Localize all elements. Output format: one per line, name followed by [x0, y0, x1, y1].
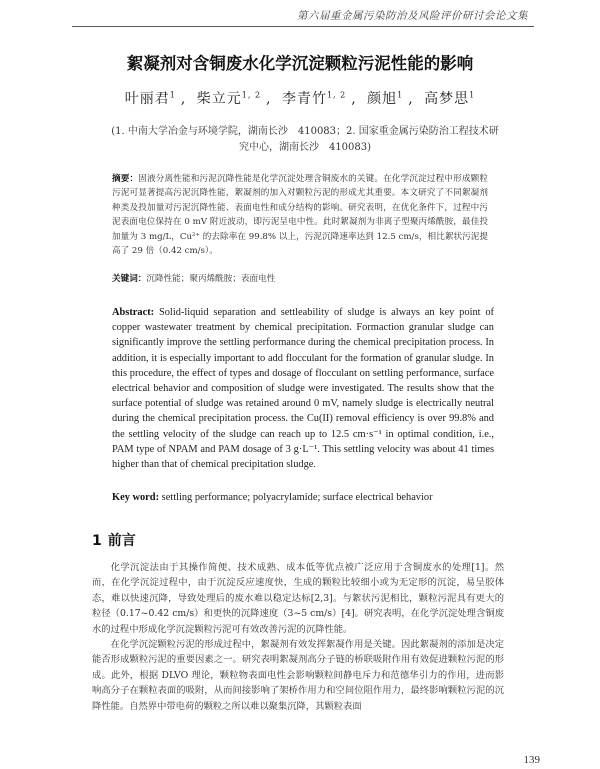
abstract-english-text: Solid-liquid separation and settleability of sludge is always an key point of copper wastewater treatment by chemical precipitation. Formaction granular sludge can significantly improve the settling performance during the chemical precipitation process. In addition, it is especially important to add flocculant for the formation of granular sludge. In this procedure, the effect of types and dosage of flocculant on settling performance, surface electrical behavior and composition of sludge were investigated. The results show that the surface potential of sludge was retained around 0 mV, namely sludge is electrically neutral during the chemical precipitation process. the Cu(II) removal efficiency is over 99.8% and the settling velocity of the sludge can reach up to 12.5 cm·s⁻¹ in optimal condition, i.e., PAM type of NPAM and PAM dosage of 3 g·L⁻¹. This settling velocity was about 41 times higher than that of chemical precipitation sludge. [112, 307, 494, 471]
page-number: 139 [523, 754, 540, 766]
body-paragraph: 在化学沉淀颗粒污泥的形成过程中，絮凝剂有效发挥絮凝作用是关键。因此絮凝剂的添加是决定能否形成颗粒污泥的重要因素之一。研究表明絮凝剂高分子链的桥联吸附作用有效促进颗粒污泥的形成。此外，根据 DLVO 理论，颗粒物表面电性会影响颗粒间静电斥力和范德华引力的作用，进而影响高分子在颗粒表面的吸附，从而间接影响了架桥作用力和空间位阻作用力，最终影响颗粒污泥的沉降性能。自然界中带电荷的颗粒之所以难以聚集沉降，其颗粒表面 [92, 639, 504, 712]
running-header: 第六届重金属污染防治及风险评价研讨会论文集 [297, 10, 528, 22]
paper-title: 絮凝剂对含铜废水化学沉淀颗粒污泥性能的影响 [126, 54, 474, 73]
section-heading [92, 530, 136, 550]
author: 李青竹$^{1, 2}$ [281, 90, 347, 107]
header-rule [72, 26, 534, 27]
abstract-chinese [112, 172, 488, 258]
author: 叶丽君$^1$ [124, 90, 176, 107]
keywords-english-text: settling performance; polyacrylamide; surface electrical behavior [161, 492, 433, 503]
author: 高梦思$^1$ [424, 90, 476, 107]
section-title: 前言 [107, 533, 136, 549]
body-paragraph: 化学沉淀法由于其操作简便、技术成熟、成本低等优点被广泛应用于含铜废水的处理[1]。然而，在化学沉淀过程中，由于沉淀反应速度快，生成的颗粒比较细小或为无定形的沉淀，易呈胶体态，难以快速沉降，导致处理后的废水难以稳定达标[2,3]。与絮状污泥相比，颗粒污泥具有更大的粒径（0.17~0.42 cm/s）和更快的沉降速度（3~5 cm/s）[4]。研究表明，在化学沉淀处理含铜废水的过程中形成化学沉淀颗粒污泥可有效改善污泥的沉降性能。 [92, 562, 504, 635]
author: 柴立元$^{1, 2}$ [196, 90, 262, 107]
abstract-chinese-label: 摘要： [112, 174, 139, 184]
abstract-chinese-text: 固液分离性能和污泥沉降性能是化学沉淀处理含铜废水的关键。在化学沉淀过程中形成颗粒污泥可显著提高污泥沉降性能，絮凝剂的加入对颗粒污泥的形成尤其重要。本文研究了不同絮凝剂种类及投加量对污泥沉降性能、表面电性和成分结构的影响。研究表明，在优化条件下，过程中污泥表面电位保持在 0 mV 附近波动，即污泥呈电中性。此时絮凝剂为非离子型聚丙烯酰胺，最佳投加量为 3 mg/L，Cu²⁺ 的去除率在 99.8% 以上，污泥沉降速率达到 12.5 cm/s，相比絮状污泥提高了 29 倍（0.42 cm/s）。 [112, 174, 488, 257]
keywords-english-label: Key word: [112, 492, 160, 503]
keywords-chinese-text: 沉降性能；聚丙烯酰胺；表面电性 [146, 274, 276, 284]
abstract-english-label: Abstract: [112, 307, 155, 318]
abstract-english [112, 305, 494, 472]
keywords-chinese [112, 272, 488, 284]
author-list: 叶丽君$^1$ , 柴立元$^{1, 2}$ , 李青竹$^{1, 2}$ , 颜旭$^1$ , 高梦思$^1$ [0, 88, 600, 108]
keywords-chinese-label: 关键词： [112, 274, 147, 284]
section-number: 1 [92, 533, 102, 549]
keywords-english [112, 492, 494, 503]
affiliation: (1. 中南大学冶金与环境学院，湖南长沙 410083；2. 国家重金属污染防治工程技术研究中心，湖南长沙 410083) [111, 126, 499, 153]
body-text [92, 560, 504, 714]
author: 颜旭$^1$ [367, 90, 404, 107]
